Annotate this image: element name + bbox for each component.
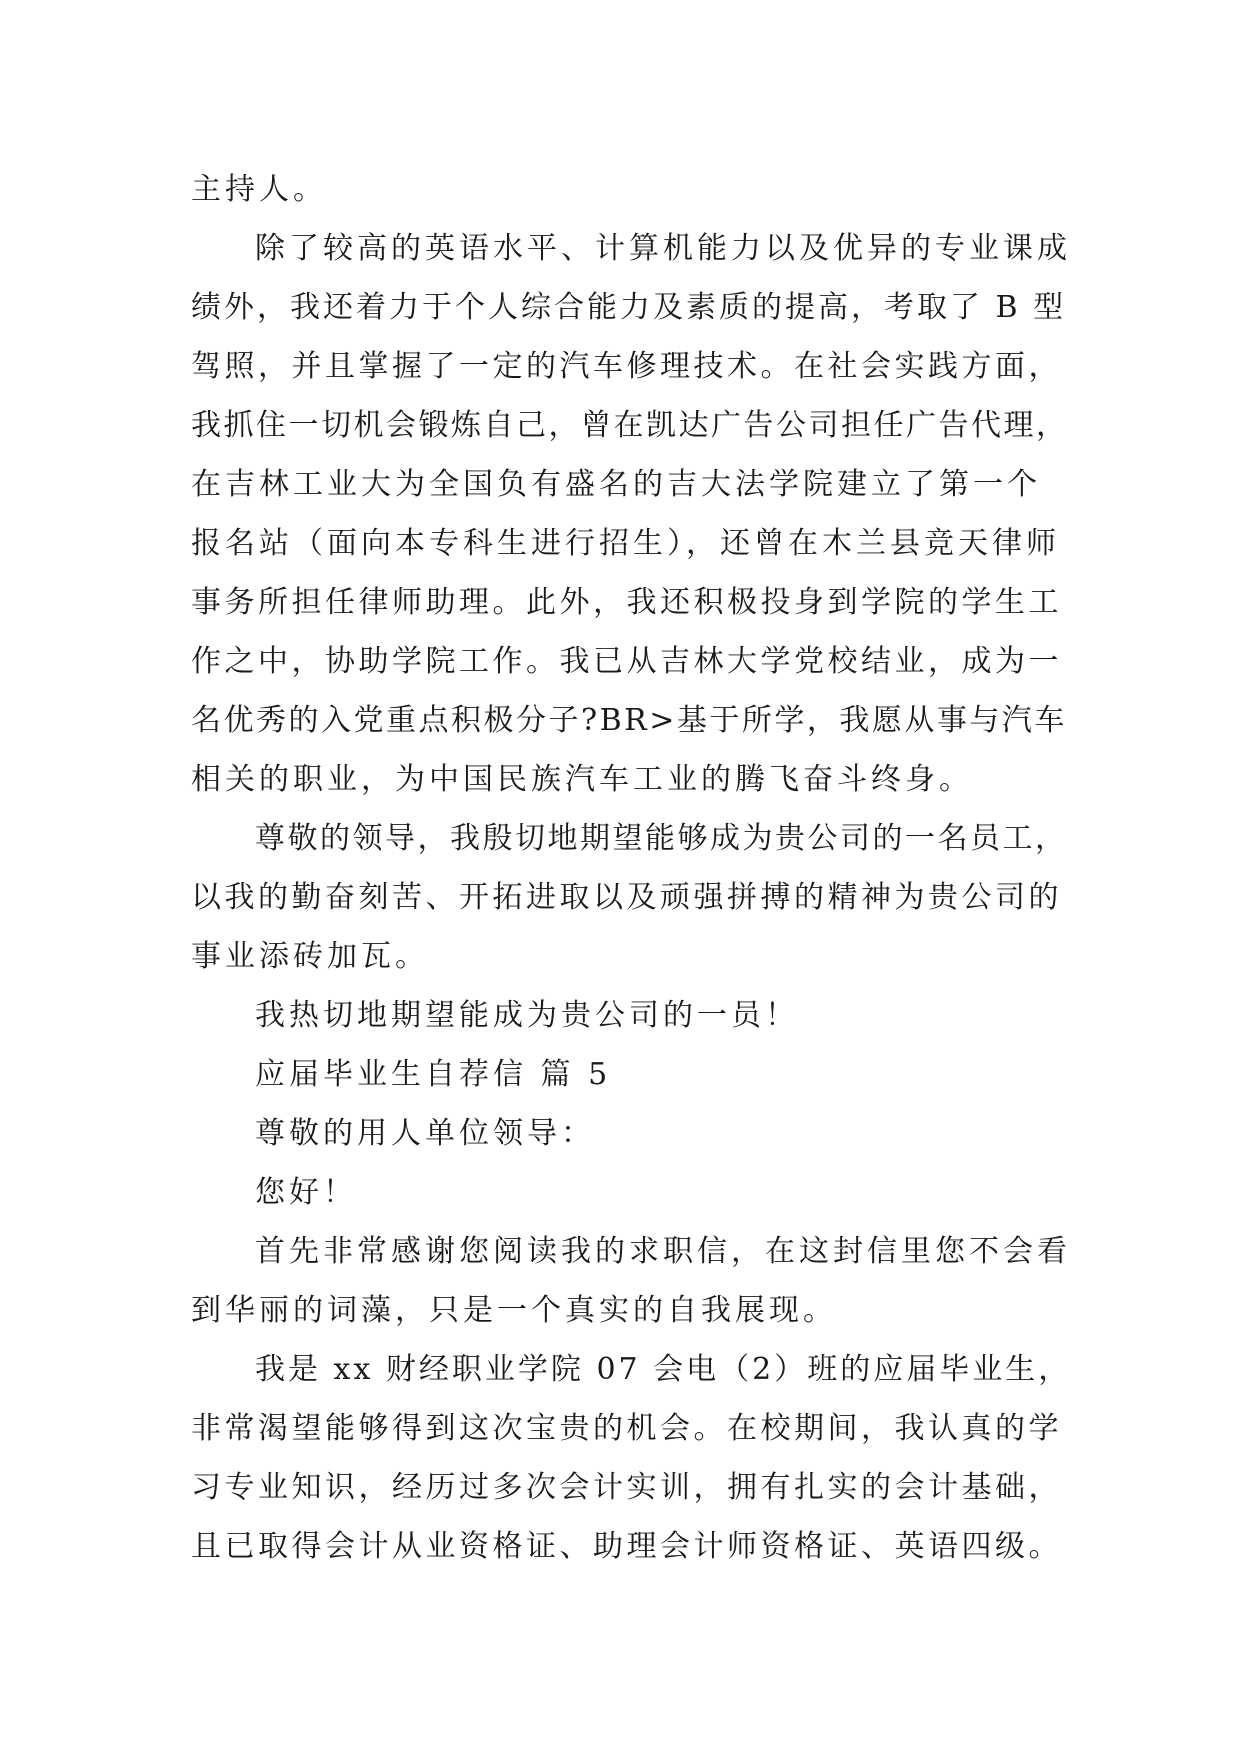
text-line: 我是 xx 财经职业学院 07 会电（2）班的应届毕业生， xyxy=(255,1352,1072,1387)
section-heading: 应届毕业生自荐信 篇 5 xyxy=(255,1057,612,1092)
text-line: 绩外，我还着力于个人综合能力及素质的提高，考取了 B 型 xyxy=(191,290,1067,325)
text-line: 以我的勤奋刻苦、开拓进取以及顽强拼搏的精神为贵公司的 xyxy=(191,880,1062,915)
text-line: 且已取得会计从业资格证、助理会计师资格证、英语四级。 xyxy=(191,1529,1062,1564)
text-line: 事业添砖加瓦。 xyxy=(191,939,429,974)
text-line: 除了较高的英语水平、计算机能力以及优异的专业课成 xyxy=(255,231,1071,266)
salutation: 尊敬的用人单位领导： xyxy=(255,1116,595,1151)
text-line: 我热切地期望能成为贵公司的一员！ xyxy=(255,998,799,1033)
greeting: 您好！ xyxy=(255,1175,357,1210)
text-line: 到华丽的词藻，只是一个真实的自我展现。 xyxy=(191,1293,837,1328)
text-line: 在吉林工业大为全国负有盛名的吉大法学院建立了第一个 xyxy=(191,467,1041,502)
text-line: 报名站（面向本专科生进行招生），还曾在木兰县竞天律师 xyxy=(191,526,1060,561)
text-line: 尊敬的领导，我殷切地期望能够成为贵公司的一名员工， xyxy=(255,821,1068,856)
text-line: 作之中，协助学院工作。我已从吉林大学党校结业，成为一 xyxy=(191,644,1062,679)
text-line: 非常渴望能够得到这次宝贵的机会。在校期间，我认真的学 xyxy=(191,1411,1062,1446)
letter-body xyxy=(191,160,1071,1576)
text-line: 我抓住一切机会锻炼自己，曾在凯达广告公司担任广告代理， xyxy=(191,408,1069,443)
text-line: 驾照，并且掌握了一定的汽车修理技术。在社会实践方面， xyxy=(191,349,1062,384)
text-line: 名优秀的入党重点积极分子?BR>基于所学，我愿从事与汽车 xyxy=(191,703,1067,738)
text-line: 相关的职业，为中国民族汽车工业的腾飞奋斗终身。 xyxy=(191,762,973,797)
text-line: 首先非常感谢您阅读我的求职信，在这封信里您不会看 xyxy=(255,1234,1071,1269)
text-line: 事务所担任律师助理。此外，我还积极投身到学院的学生工 xyxy=(191,585,1062,620)
text-line: 主持人。 xyxy=(191,172,327,207)
text-line: 习专业知识，经历过多次会计实训，拥有扎实的会计基础， xyxy=(191,1470,1062,1505)
